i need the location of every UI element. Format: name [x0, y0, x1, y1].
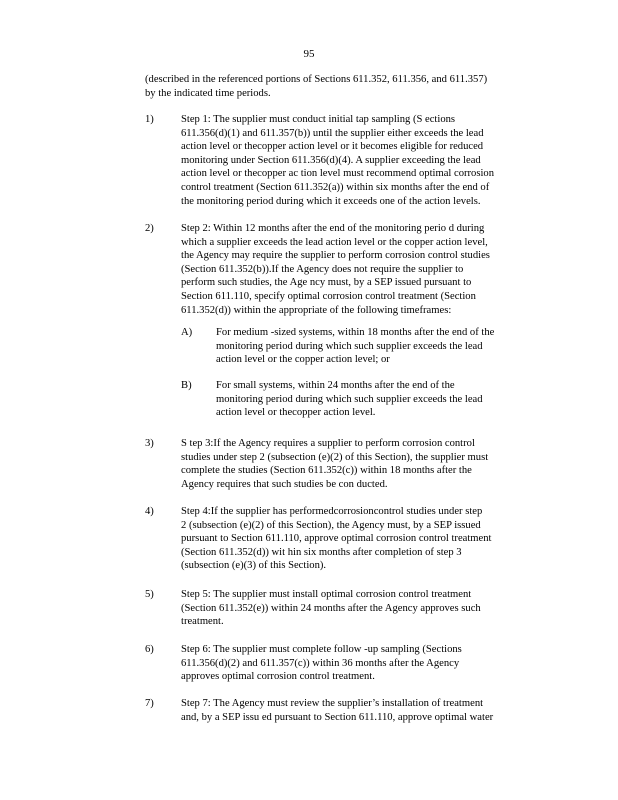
text-line: Step 7: The Agency must review the supplier’s installation of treatment: [181, 698, 484, 709]
text-line: treatment.: [181, 616, 224, 628]
text-line: 611.356(d)(2) and 611.357(c)) within 36 months after the Agency: [181, 657, 460, 669]
text-line: (described in the referenced portions of Sections 611.352, 611.356, and 611.357): [145, 74, 488, 85]
list-item-step-6: [145, 643, 545, 684]
list-item-step-3: [145, 437, 545, 491]
text-line: monitoring period during which such supplier exceeds the lead: [216, 340, 483, 352]
text-line: perform such studies, the Age ncy must, by a SEP issued pursuant to: [181, 277, 472, 289]
text-line: (Section 611.352(b)).If the Agency does not require the supplier to: [181, 263, 464, 275]
item-text: [181, 697, 535, 724]
text-line: (Section 611.352(d)) wit hin six months after completion of step 3: [181, 546, 462, 558]
item-number: 7): [145, 698, 154, 709]
item-text: [181, 113, 535, 208]
text-line: and, by a SEP issu ed pursuant to Section 611.110, approve optimal water: [181, 711, 494, 723]
item-number: 2): [145, 223, 154, 234]
item-number: 1): [145, 114, 154, 125]
text-line: monitoring under Section 611.356(d)(4). A supplier exceeding the lead: [181, 154, 481, 166]
subitem-a: [181, 326, 535, 367]
text-line: monitoring period during which such supplier exceeds the lead: [216, 393, 483, 405]
item-text: [181, 505, 535, 573]
item-text: [181, 222, 535, 420]
item-text: [181, 643, 535, 684]
text-line: Step 5: The supplier must install optimal corrosion control treatment: [181, 589, 472, 600]
text-line: approves optimal corrosion control treatment.: [181, 671, 375, 683]
text-line: (Section 611.352(e)) within 24 months after the Agency approves such: [181, 602, 481, 614]
text-line: control treatment (Section 611.352(a)) within six months after the end of: [181, 181, 490, 193]
text-line: Step 4:If the supplier has performedcorrosioncontrol studies under step: [181, 506, 483, 517]
text-line: Step 2: Within 12 months after the end of the monitoring perio d during: [181, 223, 485, 234]
page-number: 95: [303, 48, 315, 60]
text-line: action level or thecopper action level or it becomes eligible for reduced: [181, 141, 484, 153]
text-line: action level or thecopper action level.: [216, 407, 376, 419]
text-line: action level or the copper action level; or: [216, 354, 390, 366]
item-number: 4): [145, 506, 154, 517]
subitem-text: [216, 326, 534, 367]
text-line: (subsection (e)(3) of this Section).: [181, 560, 327, 572]
intro-paragraph: [145, 73, 535, 100]
text-line: 611.352(d)) within the appropriate of the following timeframes:: [181, 304, 452, 316]
subitem-text: [216, 379, 534, 420]
text-line: studies under step 2 (subsection (e)(2) of this Section), the supplier must: [181, 451, 489, 463]
text-line: complete the studies (Section 611.352(c)) within 18 months after the: [181, 465, 472, 477]
text-line: Agency requires that such studies be con ducted.: [181, 478, 388, 490]
text-line: Step 1: The supplier must conduct initial tap sampling (S ections: [181, 114, 456, 125]
list-item-step-5: [145, 588, 545, 629]
item-number: 3): [145, 438, 154, 449]
text-line: 2 (subsection (e)(2) of this Section), the Agency must, by a SEP issued: [181, 519, 481, 531]
text-line: For small systems, within 24 months after the end of the: [216, 379, 455, 391]
list-item-step-4: [145, 505, 545, 573]
text-line: Step 6: The supplier must complete follow -up sampling (Sections: [181, 644, 462, 655]
text-line: Section 611.110, specify optimal corrosion control treatment (Section: [181, 290, 476, 302]
text-line: pursuant to Section 611.110, approve optimal corrosion control treatment: [181, 533, 492, 545]
text-line: For medium -sized systems, within 18 months after the end of the: [216, 327, 495, 339]
text-line: the Agency may require the supplier to perform corrosion control studies: [181, 250, 490, 262]
list-item-step-1: [145, 113, 545, 208]
subitem-label: A): [181, 327, 193, 339]
list-item-step-2: [145, 222, 545, 420]
item-number: 6): [145, 644, 154, 655]
list-item-step-7: [145, 697, 545, 724]
item-text: [181, 588, 535, 629]
text-line: action level or thecopper ac tion level must recommend optimal corrosion: [181, 168, 495, 180]
text-line: the monitoring period during which it exceeds one of the action levels.: [181, 195, 481, 207]
text-line: which a supplier exceeds the lead action level or the copper action level,: [181, 236, 488, 248]
subitem-b: [181, 379, 535, 420]
item-number: 5): [145, 589, 154, 600]
text-line: by the indicated time periods.: [145, 87, 271, 99]
subitem-label: B): [181, 379, 192, 391]
item-text: [181, 437, 535, 491]
text-line: 611.356(d)(1) and 611.357(b)) until the supplier either exceeds the lead: [181, 127, 484, 139]
text-line: S tep 3:If the Agency requires a supplier to perform corrosion control: [181, 438, 475, 449]
